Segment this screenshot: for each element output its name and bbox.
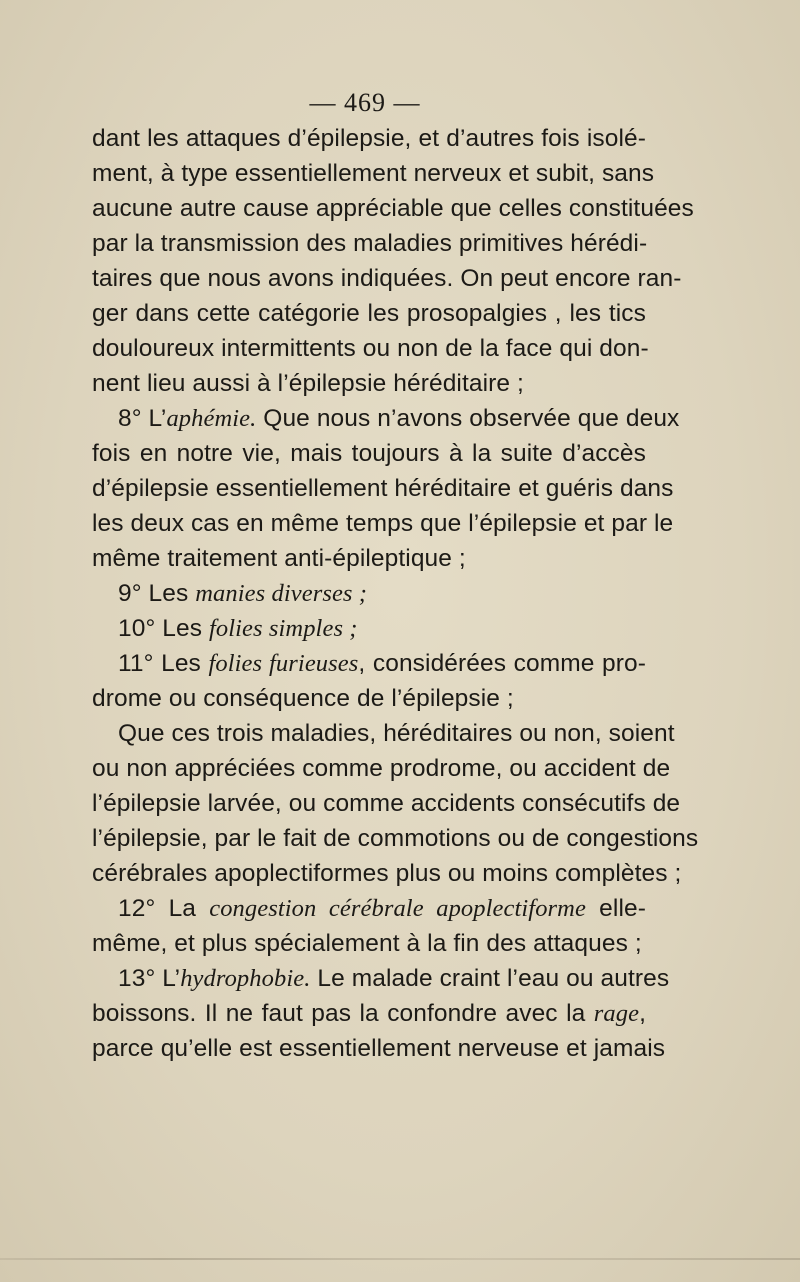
page-edge-line <box>0 1258 800 1260</box>
text-line-15: 10° Les folies simples ; <box>118 615 358 642</box>
text-line-2: ment, à type essentiellement nerveux et subit, sans <box>92 160 655 187</box>
text-line-3: aucune autre cause appréciable que celles constituées <box>92 195 694 222</box>
text-line-26: boissons. Il ne faut pas la confondre avec la rage, <box>92 1000 646 1027</box>
text-line-5: taires que nous avons indiquées. On peut encore ran- <box>92 265 682 292</box>
text-line-20: l’épilepsie larvée, ou comme accidents consécutifs de <box>92 790 681 817</box>
text-line-1: dant les attaques d’épilepsie, et d’autres fois isolé- <box>92 125 646 152</box>
text-line-16: 11° Les folies furieuses, considérées comme pro- <box>118 650 646 677</box>
text-line-10: fois en notre vie, mais toujours à la suite d’accès <box>92 440 646 467</box>
text-line-27: parce qu’elle est essentiellement nerveuse et jamais <box>92 1035 666 1062</box>
text-line-25: 13° L’hydrophobie. Le malade craint l’eau ou autres <box>118 965 670 992</box>
text-line-22: cérébrales apoplectiformes plus ou moins complètes ; <box>92 860 682 887</box>
text-line-17: drome ou conséquence de l’épilepsie ; <box>92 685 514 712</box>
text-line-14: 9° Les manies diverses ; <box>118 580 368 607</box>
text-line-11: d’épilepsie essentiellement héréditaire et guéris dans <box>92 475 674 502</box>
text-line-13: même traitement anti-épileptique ; <box>92 545 466 572</box>
text-line-21: l’épilepsie, par le fait de commotions ou de congestions <box>92 825 699 852</box>
text-line-18: Que ces trois maladies, héréditaires ou non, soient <box>118 720 675 747</box>
text-line-12: les deux cas en même temps que l’épilepsie et par le <box>92 510 674 537</box>
text-line-24: même, et plus spécialement à la fin des attaques ; <box>92 930 642 957</box>
text-line-9: 8° L’aphémie. Que nous n’avons observée que deux <box>118 405 680 432</box>
text-line-19: ou non appréciées comme prodrome, ou accident de <box>92 755 671 782</box>
text-line-6: ger dans cette catégorie les prosopalgies , les tics <box>92 300 646 327</box>
body-text <box>92 121 699 1066</box>
text-line-4: par la transmission des maladies primitives hérédi- <box>92 230 648 257</box>
text-line-7: douloureux intermittents ou non de la face qui don- <box>92 335 649 362</box>
text-line-8: nent lieu aussi à l’épilepsie héréditaire ; <box>92 370 524 397</box>
page-number: — 469 — <box>309 88 421 117</box>
text-line-23: 12° La congestion cérébrale apoplectiforme elle- <box>118 895 646 922</box>
